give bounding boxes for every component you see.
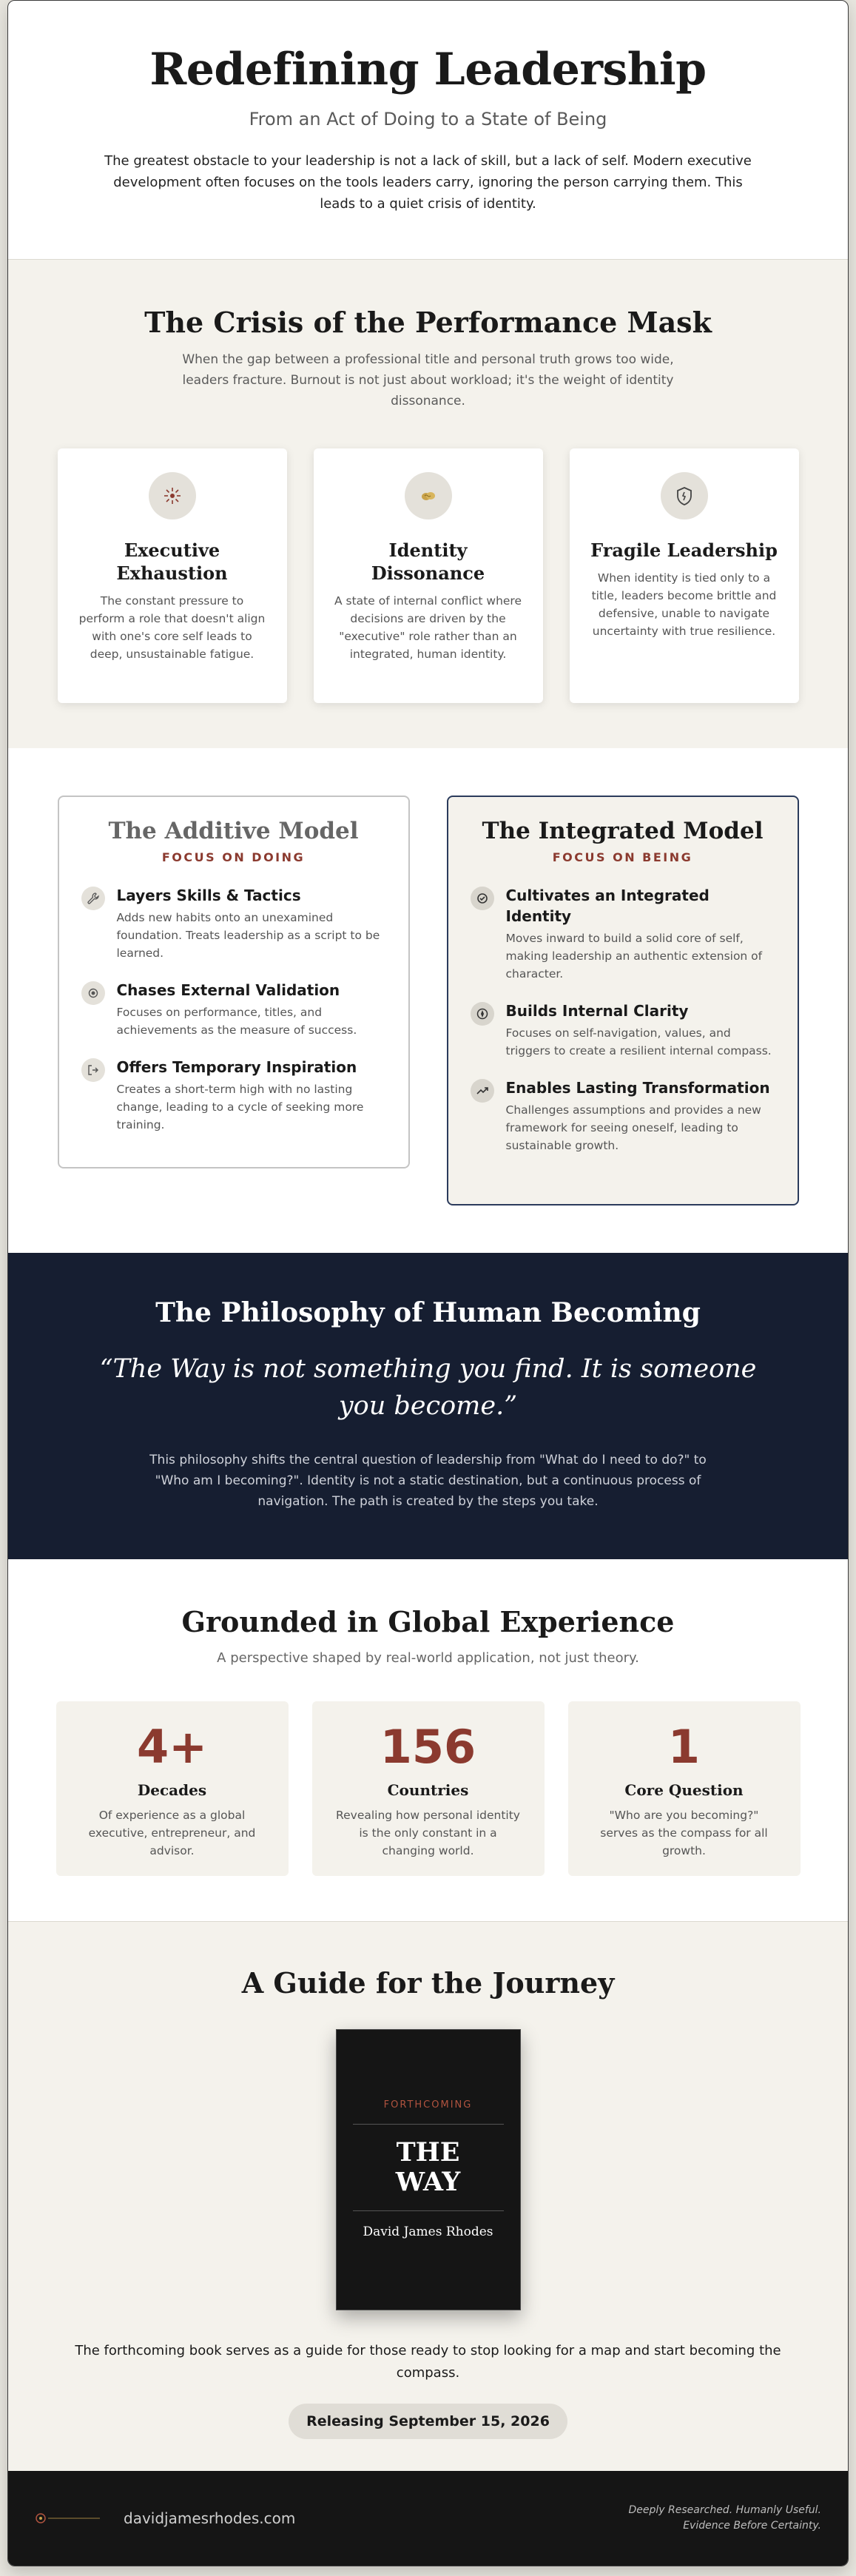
compass-icon bbox=[471, 1002, 494, 1026]
wrench-icon bbox=[81, 887, 105, 910]
crisis-cards bbox=[8, 448, 848, 703]
logo-icon bbox=[35, 2512, 103, 2524]
stat-text: Of experience as a global executive, entrepreneur, and advisor. bbox=[88, 1809, 256, 1857]
integrated-item-text: Challenges assumptions and provides a new framework for seeing oneself, leading to sustainable growth. bbox=[505, 1103, 761, 1152]
crisis-card-text: The constant pressure to perform a role that doesn't align with one's core self leads to deep, unsustainable fatigue. bbox=[78, 594, 266, 661]
footer bbox=[8, 2471, 848, 2566]
hero-lead: The greatest obstacle to your leadership is not a lack of skill, but a lack of self. Modern executive development often focuses on the tools leaders carry, ignoring the person carrying them. This leads to a quiet crisis of identity. bbox=[104, 153, 752, 212]
philosophy-title: The Philosophy of Human Becoming bbox=[155, 1297, 701, 1328]
stats-row bbox=[8, 1701, 848, 1876]
integrated-model-title: The Integrated Model bbox=[482, 818, 764, 844]
crisis-title: The Crisis of the Performance Mask bbox=[144, 306, 712, 339]
stat-text: Revealing how personal identity is the only constant in a changing world. bbox=[336, 1809, 520, 1857]
release-badge: Releasing September 15, 2026 bbox=[289, 2404, 567, 2439]
footer-tagline bbox=[629, 2503, 821, 2534]
guide-section bbox=[8, 1922, 848, 2471]
book-title-line2: WAY bbox=[395, 2167, 461, 2197]
footer-domain-link[interactable]: davidjamesrhodes.com bbox=[124, 2509, 296, 2527]
page bbox=[7, 0, 849, 2566]
stat-card bbox=[568, 1701, 801, 1876]
medal-icon bbox=[81, 981, 105, 1005]
integrated-item-text: Moves inward to build a solid core of self, making leadership an authentic extension of character. bbox=[505, 932, 763, 981]
stat-label: Core Question bbox=[624, 1781, 744, 1799]
experience-subtitle: A perspective shaped by real-world application, not just theory. bbox=[217, 1650, 639, 1666]
crisis-card-text: A state of internal conflict where decisions are driven by the "executive" role rather than an integrated, human identity. bbox=[334, 594, 522, 661]
stat-number: 1 bbox=[667, 1720, 701, 1774]
integrated-model-card bbox=[447, 796, 799, 1205]
guide-text: The forthcoming book serves as a guide for those ready to stop looking for a map and start becoming the compass. bbox=[75, 2343, 781, 2381]
additive-item-text: Focuses on performance, titles, and achievements as the measure of success. bbox=[116, 1006, 357, 1037]
crisis-description: When the gap between a professional title and personal truth grows too wide, leaders fracture. Burnout is not just about workload; it's the weight of identity dissonance. bbox=[182, 352, 674, 408]
integrated-item-title: Builds Internal Clarity bbox=[505, 1002, 689, 1020]
additive-item bbox=[81, 1057, 386, 1134]
stat-number: 156 bbox=[380, 1720, 476, 1774]
crisis-card-title: Fragile Leadership bbox=[590, 539, 778, 561]
crisis-card-title: Executive Exhaustion bbox=[116, 539, 228, 584]
footer-tagline-line: Evidence Before Certainty. bbox=[683, 2520, 821, 2532]
crisis-card-text: When identity is tied only to a title, leaders become brittle and defensive, unable to navigate uncertainty with true resilience. bbox=[591, 571, 777, 638]
additive-item-title: Layers Skills & Tactics bbox=[116, 887, 301, 904]
additive-model-focus: FOCUS ON DOING bbox=[161, 850, 306, 864]
book-badge: FORTHCOMING bbox=[383, 2099, 473, 2111]
additive-item-text: Adds new habits onto an unexamined foundation. Treats leadership as a script to be learned. bbox=[116, 911, 380, 960]
stat-label: Countries bbox=[387, 1781, 469, 1799]
crisis-card-fragile bbox=[570, 448, 799, 703]
integrated-item bbox=[471, 1001, 775, 1060]
book-title-line1: THE bbox=[396, 2137, 460, 2168]
integrated-item bbox=[471, 885, 775, 983]
crisis-card-exhaustion bbox=[58, 448, 287, 703]
integrated-model-focus: FOCUS ON BEING bbox=[552, 850, 693, 864]
exhaustion-icon bbox=[149, 472, 196, 519]
exit-icon bbox=[81, 1058, 105, 1082]
footer-brand bbox=[35, 2509, 295, 2527]
stat-card bbox=[56, 1701, 289, 1876]
guide-title: A Guide for the Journey bbox=[241, 1966, 615, 2000]
stat-card bbox=[312, 1701, 545, 1876]
book-divider bbox=[353, 2210, 504, 2211]
hero-section bbox=[8, 1, 848, 260]
stat-number: 4+ bbox=[136, 1720, 208, 1774]
additive-item-text: Creates a short-term high with no lasting change, leading to a cycle of seeking more training. bbox=[116, 1083, 364, 1131]
experience-title: Grounded in Global Experience bbox=[181, 1605, 675, 1638]
models-section bbox=[8, 748, 848, 1253]
brain-icon bbox=[405, 472, 452, 519]
experience-section bbox=[8, 1559, 848, 1922]
integrated-item-title: Enables Lasting Transformation bbox=[505, 1079, 770, 1097]
core-icon bbox=[471, 887, 494, 910]
crisis-section bbox=[8, 260, 848, 748]
philosophy-section bbox=[8, 1253, 848, 1559]
additive-item bbox=[81, 885, 386, 962]
stat-label: Decades bbox=[137, 1781, 207, 1799]
integrated-item-title: Cultivates an Integrated Identity bbox=[505, 887, 710, 925]
stat-text: "Who are you becoming?" serves as the compass for all growth. bbox=[600, 1809, 768, 1857]
philosophy-body: This philosophy shifts the central question of leadership from "What do I need to do?" to "Who am I becoming?". Identity is not a static destination, but a continuous process of navigation. The path is created by the steps you take. bbox=[149, 1453, 707, 1509]
additive-item-title: Offers Temporary Inspiration bbox=[116, 1058, 357, 1076]
additive-model-title: The Additive Model bbox=[108, 818, 359, 844]
book-author: David James Rhodes bbox=[363, 2224, 493, 2239]
philosophy-quote: “The Way is not something you find. It is someone you become.” bbox=[99, 1354, 757, 1421]
book-cover bbox=[336, 2029, 521, 2310]
book-divider bbox=[353, 2124, 504, 2125]
integrated-item-text: Focuses on self-navigation, values, and triggers to create a resilient internal compass. bbox=[505, 1026, 772, 1057]
footer-tagline-line: Deeply Researched. Humanly Useful. bbox=[628, 2504, 821, 2516]
additive-item bbox=[81, 980, 386, 1039]
integrated-item bbox=[471, 1077, 775, 1154]
crisis-card-title: Identity Dissonance bbox=[371, 539, 485, 584]
page-title: Redefining Leadership bbox=[149, 44, 707, 95]
page-subtitle: From an Act of Doing to a State of Being bbox=[249, 109, 607, 130]
additive-item-title: Chases External Validation bbox=[116, 981, 340, 999]
shield-icon bbox=[661, 472, 708, 519]
trend-up-icon bbox=[471, 1079, 494, 1103]
additive-model-card bbox=[58, 796, 410, 1168]
crisis-card-dissonance bbox=[314, 448, 543, 703]
